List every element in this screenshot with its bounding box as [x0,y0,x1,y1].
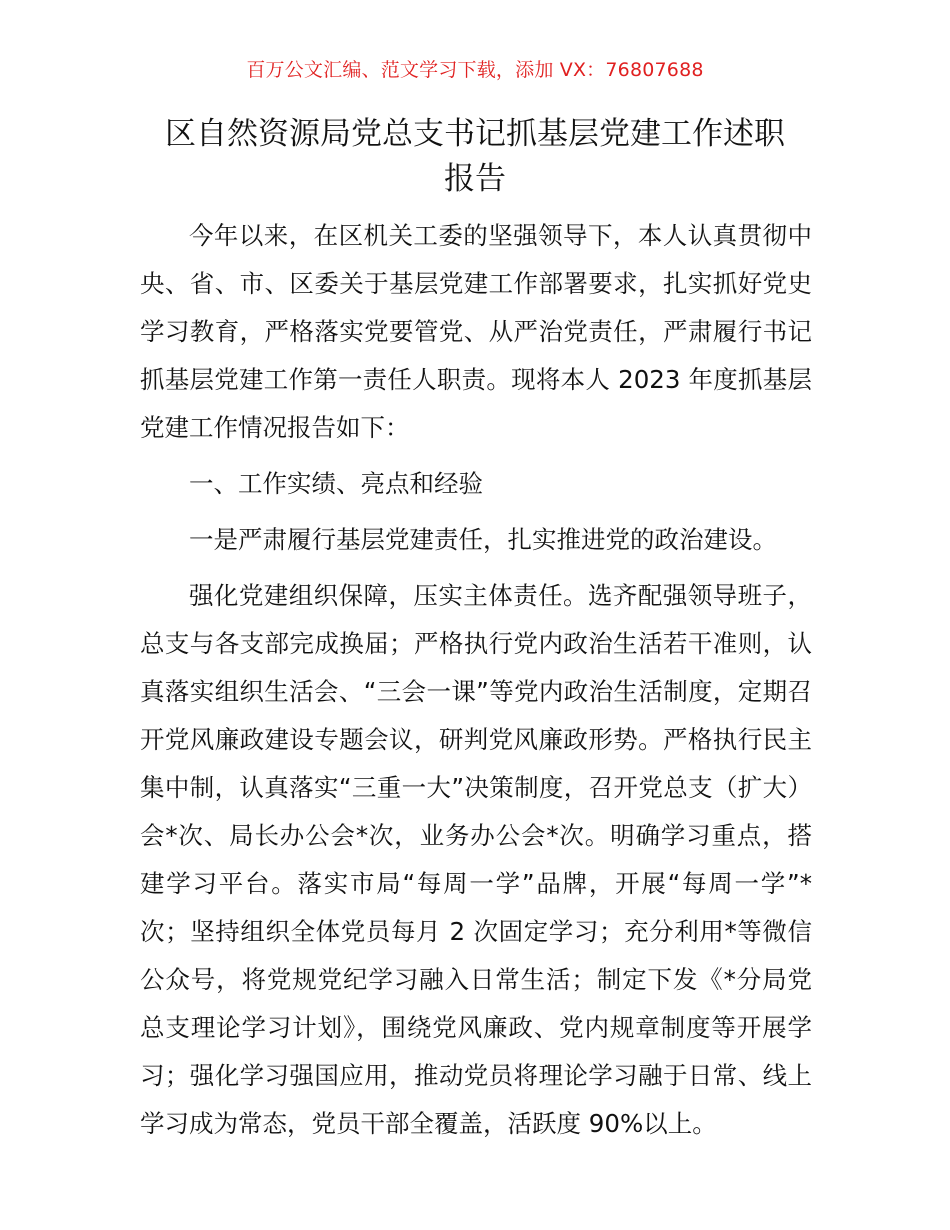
document-title-line1: 区自然资源局党总支书记抓基层党建工作述职 [165,116,785,152]
watermark-header-text: 百万公文汇编、范文学习下载，添加 VX：76807688 [246,59,704,81]
paragraph-party-building: 强化党建组织保障，压实主体责任。选齐配强领导班子，总支与各支部完成换届；严格执行党内政治生活若干准则，认真落实组织生活会、“三会一课”等党内政治生活制度，定期召开党风廉政建设专题会议，研判党风廉政形势。严格执行民主集中制，认真落实“三重一大”决策制度，召开党总支（扩大）会*次、局长办公会*次，业务办公会*次。明确学习重点，搭建学习平台。落实市局“每周一学”品牌，开展“每周一学”*次；坚持组织全体党员每月 2 次固定学习；充分利用*等微信公众号，将党规党纪学习融入日常生活；制定下发《*分局党总支理论学习计划》，围绕党风廉政、党内规章制度等开展学习；强化学习强国应用，推动党员将理论学习融于日常、线上学习成为常态，党员干部全覆盖，活跃度 90%以上。 [140,581,812,1138]
section-heading-1: 一、工作实绩、亮点和经验 [189,469,483,498]
document-title [120,112,830,202]
subsection-heading-1: 一是严肃履行基层党建责任，扎实推进党的政治建设。 [189,525,777,554]
paragraph-intro: 今年以来，在区机关工委的坚强领导下，本人认真贯彻中央、省、市、区委关于基层党建工作部署要求，扎实抓好党史学习教育，严格落实党要管党、从严治党责任，严肃履行书记抓基层党建工作第一责任人职责。现将本人 2023 年度抓基层党建工作情况报告如下： [140,221,812,442]
document-body [140,212,812,1148]
document-title-line2: 报告 [444,161,506,197]
